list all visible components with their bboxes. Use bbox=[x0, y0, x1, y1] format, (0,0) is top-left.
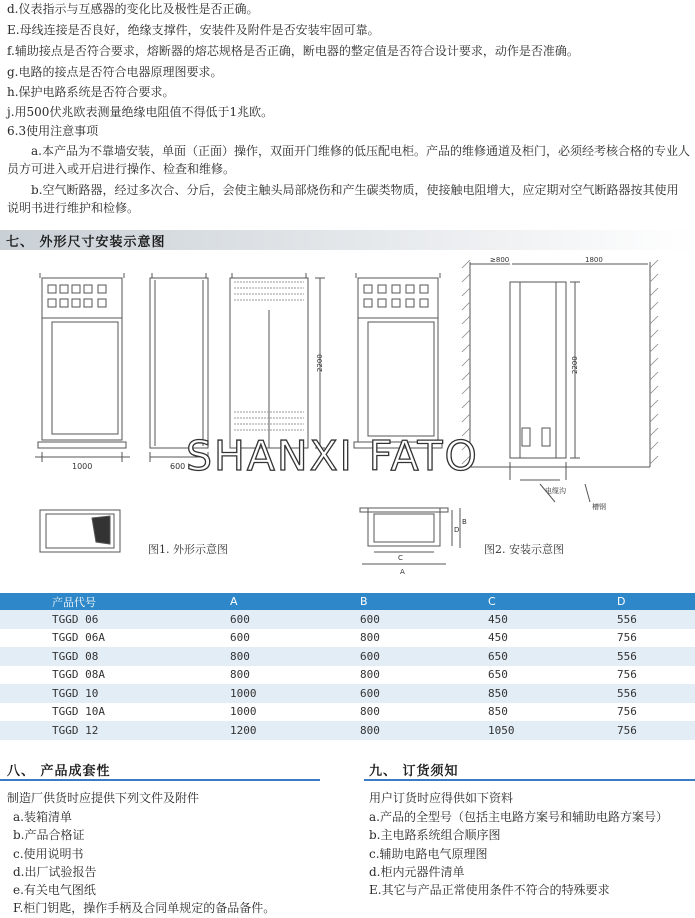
spec-table-header bbox=[0, 593, 695, 610]
dim-d-label: D bbox=[454, 526, 460, 534]
table-cell: 756 bbox=[617, 703, 695, 722]
table-cell: 450 bbox=[488, 629, 617, 648]
table-cell: 450 bbox=[488, 610, 617, 629]
table-cell: 800 bbox=[360, 703, 488, 722]
table-cell: 650 bbox=[488, 647, 617, 666]
section-9-item: E.其它与产品正常使用条件不符合的特殊要求 bbox=[369, 883, 610, 897]
intro-line-g: g.电路的接点是否符合电器原理图要求。 bbox=[7, 65, 223, 79]
table-cell: 556 bbox=[617, 647, 695, 666]
section-8-item: b.产品合格证 bbox=[13, 828, 85, 842]
intro-line-h: h.保护电路系统是否符合要求。 bbox=[7, 85, 175, 99]
table-cell: 800 bbox=[230, 647, 360, 666]
header-a: A bbox=[230, 593, 360, 610]
figure-2-caption: 图2. 安装示意图 bbox=[484, 543, 564, 556]
table-cell: 756 bbox=[617, 629, 695, 648]
dim-800-label: ≥800 bbox=[490, 256, 510, 264]
paragraph-a: a.本产品为不靠墙安装，单面（正面）操作，双面开门维修的低压配电柜。产品的维修通道及柜门，必须经考核合格的专业人员方可进入或开启进行操作、检查和维修。 bbox=[7, 144, 690, 176]
dim-a-label: A bbox=[400, 568, 405, 576]
dim-c-label: C bbox=[398, 554, 403, 562]
table-cell: TGGD 08A bbox=[0, 666, 230, 685]
paragraph-b: b.空气断路器，经过多次合、分后，会使主触头局部烧伤和产生碳类物质，使接触电阻增大，应定期对空气断路器按其使用说明书进行维护和检修。 bbox=[7, 183, 679, 215]
table-cell: 556 bbox=[617, 684, 695, 703]
installation-diagram bbox=[470, 262, 650, 502]
intro-line-f: f.辅助接点是否符合要求，熔断器的熔芯规格是否正确，断电器的整定值是否符合设计要求，动作是否准确。 bbox=[7, 44, 579, 58]
table-cell: 800 bbox=[360, 721, 488, 740]
table-cell: TGGD 10A bbox=[0, 703, 230, 722]
table-cell: TGGD 12 bbox=[0, 721, 230, 740]
dim-2200-left-label: 2200 bbox=[316, 354, 324, 372]
table-row bbox=[0, 647, 695, 666]
header-b: B bbox=[360, 593, 488, 610]
table-cell: 850 bbox=[488, 703, 617, 722]
section-8-item: c.使用说明书 bbox=[13, 847, 84, 861]
top-view-cabinet bbox=[40, 510, 120, 552]
table-cell: 600 bbox=[360, 610, 488, 629]
header-code: 产品代号 bbox=[0, 593, 230, 610]
channel-steel-label: 槽钢 bbox=[592, 503, 606, 511]
table-cell: TGGD 06A bbox=[0, 629, 230, 648]
section-7-header bbox=[0, 230, 695, 250]
spec-table bbox=[0, 593, 695, 740]
table-cell: 650 bbox=[488, 666, 617, 685]
dim-b-label: B bbox=[462, 518, 467, 526]
table-cell: 1000 bbox=[230, 703, 360, 722]
section-8-intro: 制造厂供货时应提供下列文件及附件 bbox=[7, 791, 200, 805]
table-cell: TGGD 08 bbox=[0, 647, 230, 666]
table-row bbox=[0, 629, 695, 648]
table-row bbox=[0, 610, 695, 629]
header-c: C bbox=[488, 593, 617, 610]
section-8-item: a.装箱清单 bbox=[13, 810, 72, 824]
section-9-item: a.产品的全型号（包括主电路方案号和辅助电路方案号） bbox=[369, 810, 668, 824]
table-cell: 1000 bbox=[230, 684, 360, 703]
table-cell: 800 bbox=[360, 666, 488, 685]
section-9-intro: 用户订货时应得供如下资料 bbox=[369, 791, 514, 805]
intro-line-6-3: 6.3使用注意事项 bbox=[7, 124, 99, 138]
dim-1000-label: 1000 bbox=[72, 462, 93, 471]
section-9-rule bbox=[364, 779, 695, 781]
figure-1-caption: 图1. 外形示意图 bbox=[148, 543, 228, 556]
section-9-item: d.柜内元器件清单 bbox=[369, 865, 465, 879]
watermark-text: SHANXI FATO bbox=[186, 432, 479, 480]
table-cell: 850 bbox=[488, 684, 617, 703]
table-cell: 600 bbox=[360, 647, 488, 666]
section-8-item: F.柜门钥匙，操作手柄及合同单规定的备品备件。 bbox=[13, 901, 276, 915]
dim-2200-right-label: 2200 bbox=[571, 356, 579, 374]
cabinet-rear-view bbox=[230, 273, 325, 448]
table-cell: 1200 bbox=[230, 721, 360, 740]
intro-line-j: j.用500伏兆欧表测量绝缘电阻值不得低于1兆欧。 bbox=[7, 105, 274, 119]
table-row bbox=[0, 684, 695, 703]
table-cell: TGGD 10 bbox=[0, 684, 230, 703]
section-9-title: 九、 订货须知 bbox=[369, 764, 459, 779]
table-cell: 756 bbox=[617, 666, 695, 685]
table-cell: 600 bbox=[360, 684, 488, 703]
table-row bbox=[0, 666, 695, 685]
table-cell: 800 bbox=[360, 629, 488, 648]
section-8-item: d.出厂试验报告 bbox=[13, 865, 97, 879]
table-cell: TGGD 06 bbox=[0, 610, 230, 629]
intro-line-d: d.仪表指示与互感器的变化比及极性是否正确。 bbox=[7, 2, 259, 16]
section-8-rule bbox=[0, 779, 320, 781]
table-row bbox=[0, 703, 695, 722]
section-8-item: e.有关电气图纸 bbox=[13, 883, 96, 897]
cabinet-front-view-1 bbox=[35, 273, 130, 462]
intro-line-e: E.母线连接是否良好，绝缘支撑件，安装件及附件是否安装牢固可靠。 bbox=[7, 23, 380, 37]
wall-hatching bbox=[462, 260, 658, 464]
table-cell: 556 bbox=[617, 610, 695, 629]
dim-600-label: 600 bbox=[170, 462, 186, 471]
section-8-title: 八、 产品成套性 bbox=[7, 764, 111, 779]
table-cell: 1050 bbox=[488, 721, 617, 740]
table-cell: 600 bbox=[230, 610, 360, 629]
dimension-figures bbox=[0, 252, 695, 592]
section-9-item: b.主电路系统组合顺序图 bbox=[369, 828, 501, 842]
section-7-title: 七、 外形尺寸安装示意图 bbox=[6, 235, 166, 250]
top-view-base bbox=[360, 508, 460, 564]
table-cell: 600 bbox=[230, 629, 360, 648]
section-9-item: c.辅助电路电气原理图 bbox=[369, 847, 488, 861]
header-d: D bbox=[617, 593, 695, 610]
cabinet-front-view-2 bbox=[354, 273, 442, 448]
dim-1800-label: 1800 bbox=[585, 256, 603, 264]
table-cell: 756 bbox=[617, 721, 695, 740]
table-row bbox=[0, 721, 695, 740]
cable-trench-label: 电缆沟 bbox=[545, 487, 566, 495]
table-cell: 800 bbox=[230, 666, 360, 685]
